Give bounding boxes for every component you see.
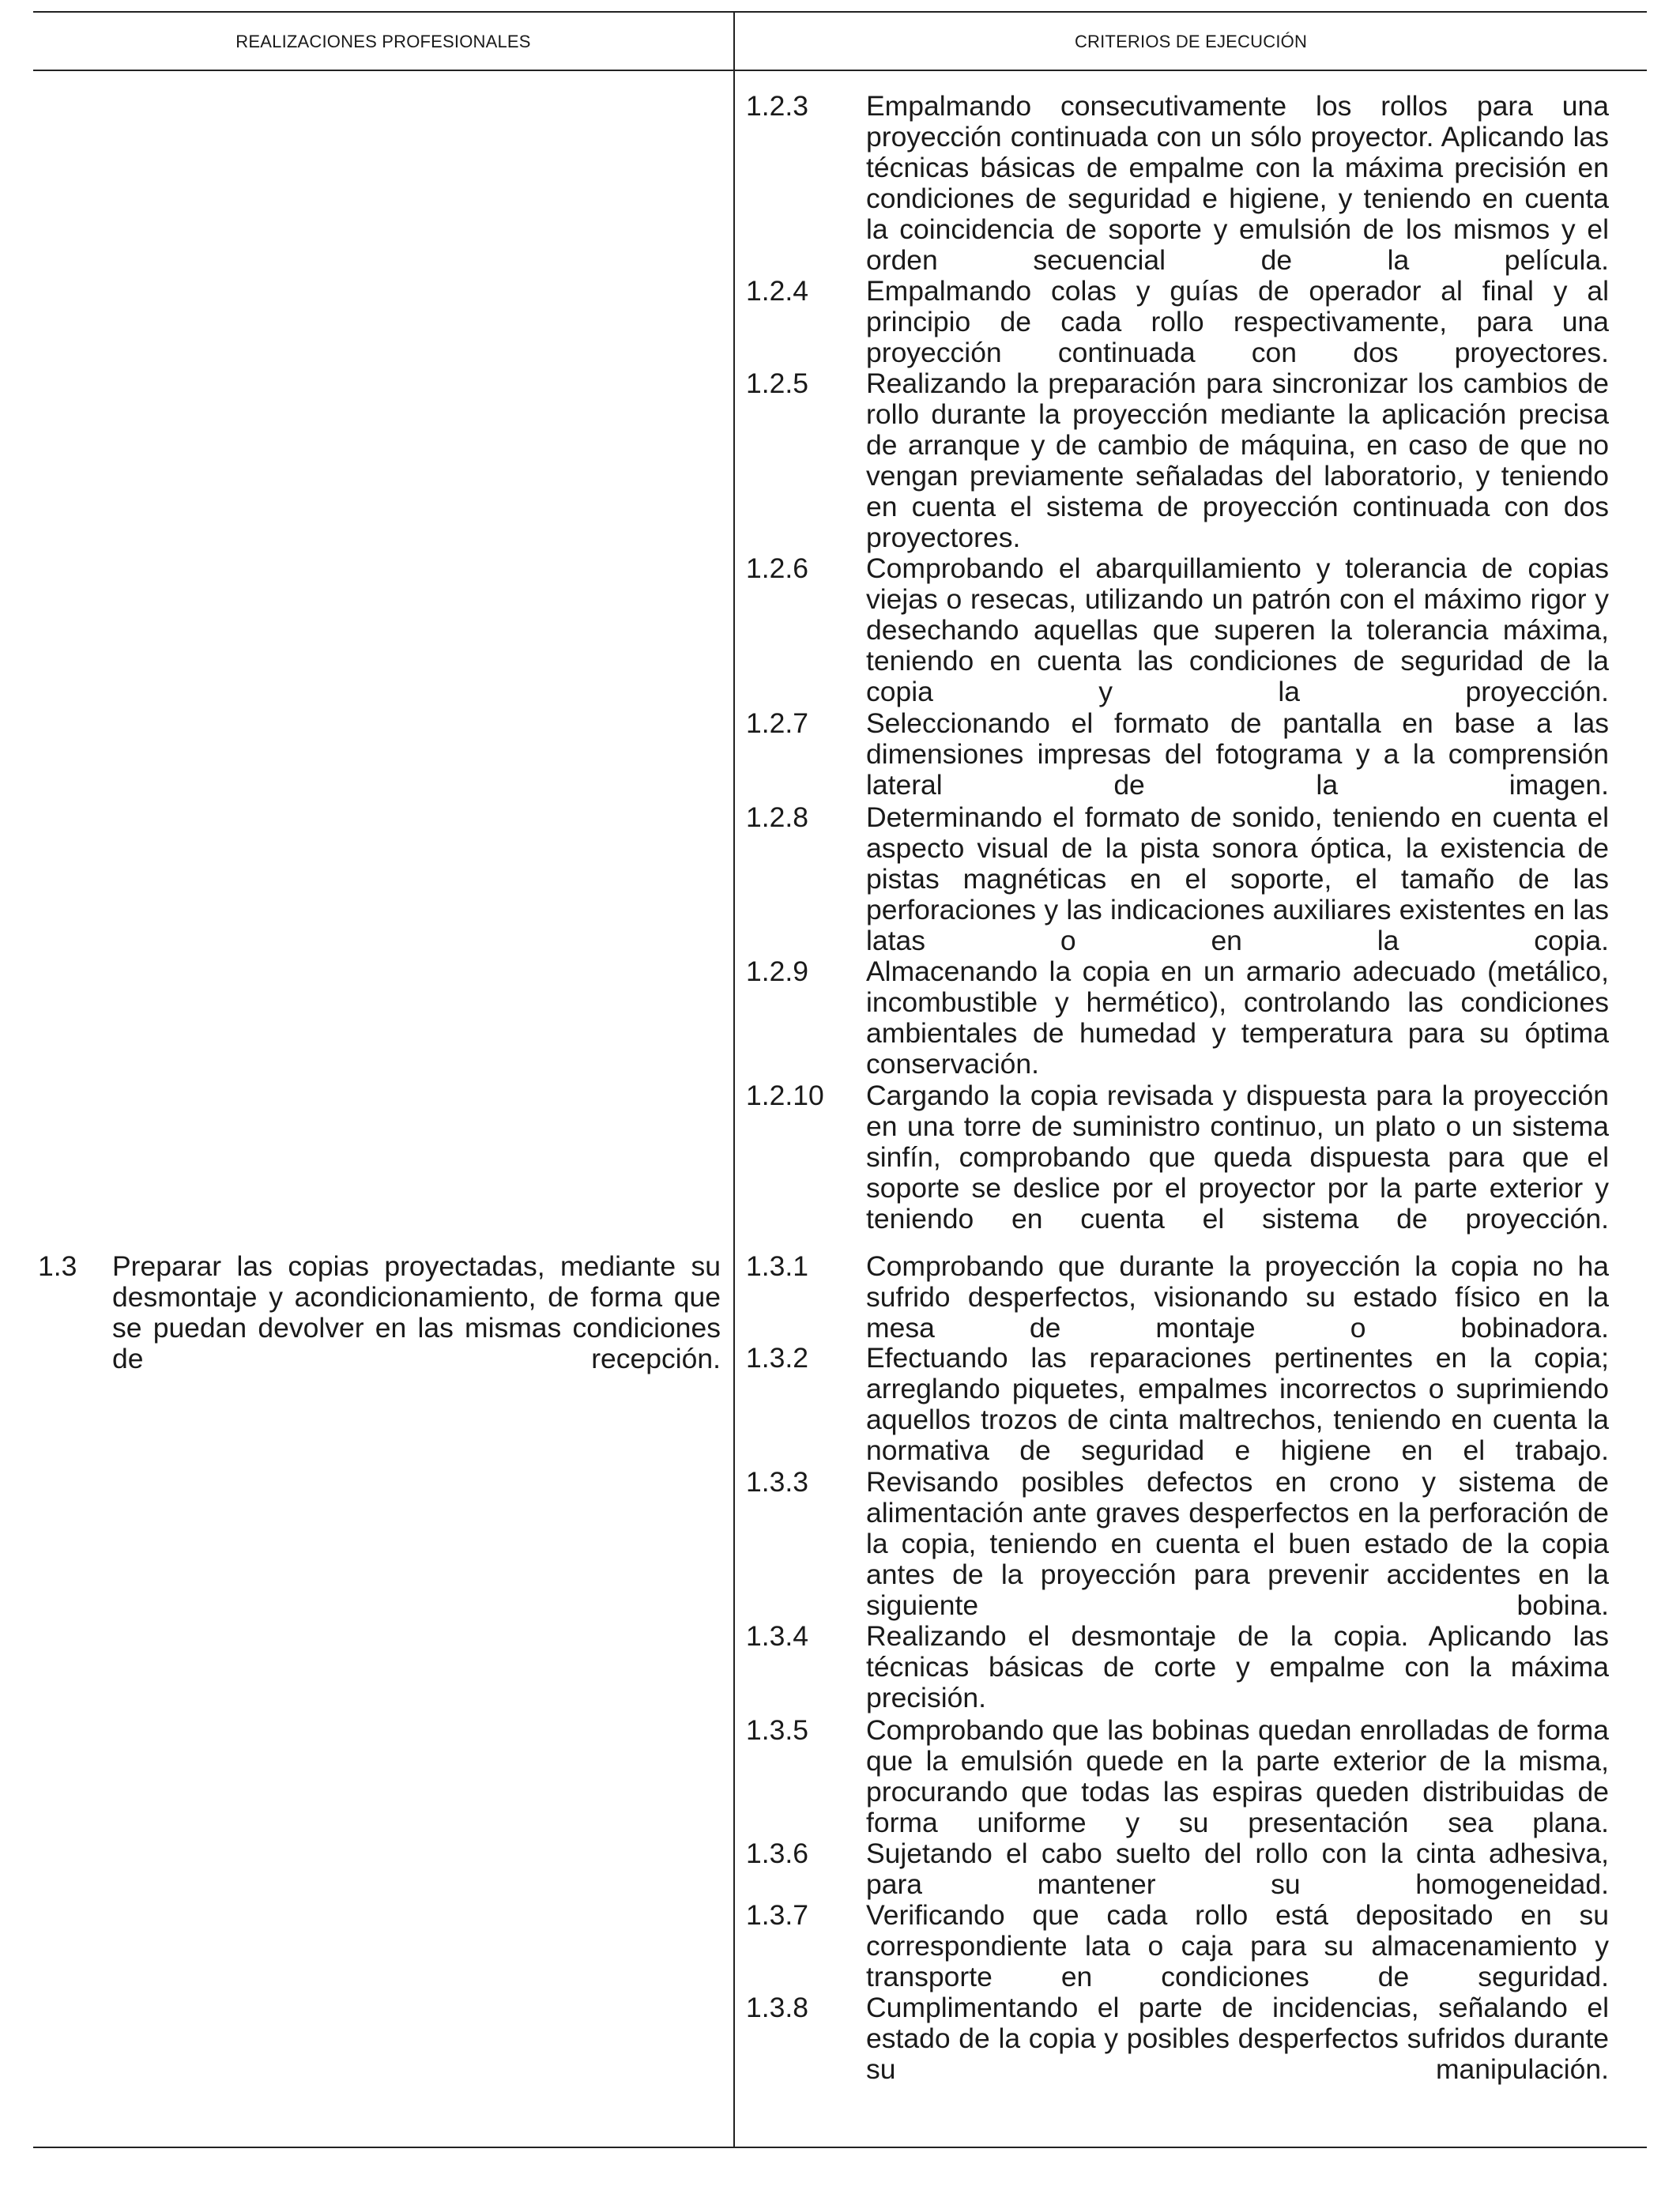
criterio-number: 1.2.9 [746, 956, 808, 987]
column-header-realizaciones: REALIZACIONES PROFESIONALES [235, 32, 531, 51]
criterio-number: 1.2.6 [746, 552, 808, 584]
criterio-text: Empalmando consecutivamente los rollos para una proyección continuada con un sólo proyector. Aplicando las técnicas básicas de empalme con la máxima precisión en condiciones de seguridad e higiene, y teniendo en cuenta la coincidencia de soporte y emulsión de los mismos y el orden secuencial de la película. [866, 90, 1609, 276]
criterio-number: 1.3.4 [746, 1620, 808, 1652]
criterio-number: 1.3.8 [746, 1992, 808, 2023]
criterio-number: 1.2.3 [746, 90, 808, 122]
header-bottom-rule [33, 70, 1647, 71]
criterio-number: 1.3.3 [746, 1466, 808, 1498]
column-header-criterios: CRITERIOS DE EJECUCIÓN [1074, 32, 1308, 51]
realizacion-number: 1.3 [38, 1250, 77, 1282]
criterio-text: Realizando la preparación para sincronizar los cambios de rollo durante la proyección mediante la aplicación precisa de arranque y de cambio de máquina, en caso de que no vengan previamente señaladas del laboratorio, y teniendo en cuenta el sistema de proyección continuada con dos proyectores. [866, 368, 1609, 553]
criterio-number: 1.2.7 [746, 707, 808, 739]
criterio-text: Determinando el formato de sonido, teniendo en cuenta el aspecto visual de la pista sonora óptica, la existencia de pistas magnéticas en el soporte, el tamaño de las perforaciones y las indicaciones auxiliares existentes en las latas o en la copia. [866, 801, 1609, 956]
criterio-text: Seleccionando el formato de pantalla en base a las dimensiones impresas del fotograma y a la comprensión lateral de la imagen. [866, 707, 1609, 801]
criterio-text: Cumplimentando el parte de incidencias, señalando el estado de la copia y posibles desperfectos sufridos durante su manipulación. [866, 1992, 1609, 2085]
criterio-text: Realizando el desmontaje de la copia. Aplicando las técnicas básicas de corte y empalme con la máxima precisión. [866, 1620, 1609, 1713]
criterio-text: Comprobando que durante la proyección la copia no ha sufrido desperfectos, visionando su estado físico en la mesa de montaje o bobinadora. [866, 1250, 1609, 1344]
criterio-text: Comprobando el abarquillamiento y tolerancia de copias viejas o resecas, utilizando un patrón con el máximo rigor y desechando aquellas que superen la tolerancia máxima, teniendo en cuenta las condiciones de seguridad de la copia y la proyección. [866, 552, 1609, 707]
criterio-text: Empalmando colas y guías de operador al final y al principio de cada rollo respectivamente, para una proyección continuada con dos proyectores. [866, 275, 1609, 368]
criterio-text: Almacenando la copia en un armario adecuado (metálico, incombustible y hermético), controlando las condiciones ambientales de humedad y temperatura para su óptima conservación. [866, 956, 1609, 1080]
column-divider [733, 11, 735, 2148]
criterio-text: Comprobando que las bobinas quedan enrolladas de forma que la emulsión quede en la parte exterior de la misma, procurando que todas las espiras queden distribuidas de forma uniforme y su presentación sea plana. [866, 1714, 1609, 1838]
criterio-number: 1.3.2 [746, 1342, 808, 1374]
criterio-number: 1.3.7 [746, 1899, 808, 1931]
criterio-text: Verificando que cada rollo está depositado en su correspondiente lata o caja para su almacenamiento y transporte en condiciones de seguridad. [866, 1899, 1609, 1992]
criterio-number: 1.3.6 [746, 1838, 808, 1869]
criterio-number: 1.3.1 [746, 1250, 808, 1282]
criterio-text: Sujetando el cabo suelto del rollo con la cinta adhesiva, para mantener su homogeneidad. [866, 1838, 1609, 1900]
table-bottom-rule [33, 2147, 1647, 2148]
criterio-number: 1.2.8 [746, 801, 808, 833]
criterio-text: Revisando posibles defectos en crono y sistema de alimentación ante graves desperfectos en la perforación de la copia, teniendo en cuenta el buen estado de la copia antes de la proyección para prevenir accidentes en la siguiente bobina. [866, 1466, 1609, 1621]
criterio-number: 1.2.4 [746, 275, 808, 307]
realizacion-text: Preparar las copias proyectadas, mediante su desmontaje y acondicionamiento, de forma que se puedan devolver en las mismas condiciones de recepción. [112, 1250, 721, 1374]
criterio-text: Cargando la copia revisada y dispuesta para la proyección en una torre de suministro continuo, un plato o un sistema sinfín, comprobando que queda dispuesta para que el soporte se deslice por el proyector por la parte exterior y teniendo en cuenta el sistema de proyección. [866, 1080, 1609, 1235]
criterio-number: 1.3.5 [746, 1714, 808, 1746]
table-top-rule [33, 11, 1647, 13]
criterio-number: 1.2.10 [746, 1080, 824, 1111]
criterio-number: 1.2.5 [746, 368, 808, 399]
criterio-text: Efectuando las reparaciones pertinentes en la copia; arreglando piquetes, empalmes incorrectos o suprimiendo aquellos trozos de cinta maltrechos, teniendo en cuenta la normativa de seguridad e higiene en el trabajo. [866, 1342, 1609, 1466]
